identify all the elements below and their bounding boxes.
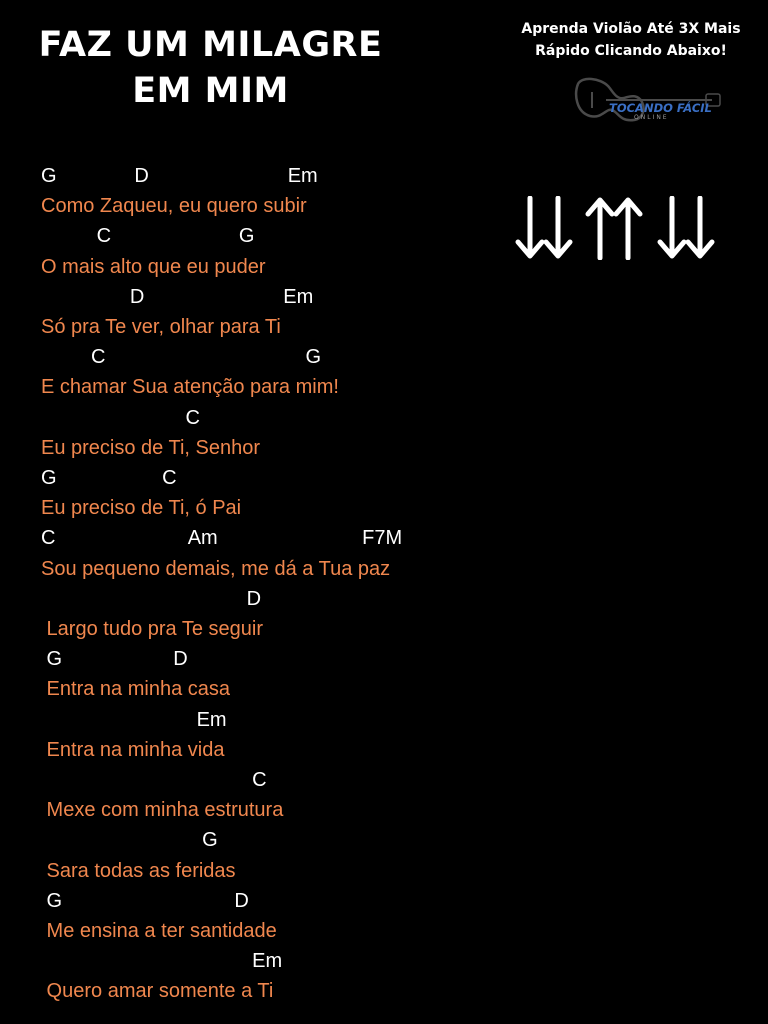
song-title-line-1: FAZ UM MILAGRE bbox=[38, 25, 383, 65]
arrow-down-icon bbox=[660, 198, 684, 256]
chord-line: C Am F7M bbox=[41, 527, 403, 550]
lyric-line: Mexe com minha estrutura bbox=[41, 799, 284, 822]
chord-line: G D bbox=[41, 648, 188, 671]
chord-line: C G bbox=[41, 346, 322, 369]
chord-line: C bbox=[41, 406, 200, 429]
chord-line: C bbox=[41, 769, 267, 791]
chord-line: G C bbox=[41, 467, 177, 489]
lyric-line: Eu preciso de Ti, ó Pai bbox=[41, 497, 242, 520]
lyric-line: Sara todas as feridas bbox=[41, 859, 236, 882]
chord-line: G bbox=[41, 829, 218, 852]
chord-line: C G bbox=[41, 225, 255, 248]
song-title bbox=[18, 22, 403, 114]
lyric-line: E chamar Sua atenção para mim! bbox=[41, 376, 339, 399]
lyric-line: Largo tudo pra Te seguir bbox=[41, 618, 264, 640]
arrow-up-icon bbox=[616, 200, 640, 258]
chord-line: Em bbox=[41, 950, 283, 973]
lyric-line: Eu preciso de Ti, Senhor bbox=[41, 436, 261, 459]
promo-line-2[interactable]: Rápido Clicando Abaixo! bbox=[535, 43, 727, 59]
logo-text: TOCANDO FÁCIL bbox=[609, 101, 712, 115]
logo-subtext: ONLINE bbox=[634, 114, 669, 121]
chord-line: G D Em bbox=[41, 165, 318, 187]
chord-line: D Em bbox=[41, 285, 314, 308]
chord-line: G D bbox=[41, 889, 249, 912]
chord-line: Em bbox=[41, 708, 227, 731]
lyric-line: O mais alto que eu puder bbox=[41, 255, 266, 278]
lyric-line: Quero amar somente a Ti bbox=[41, 980, 274, 1003]
arrow-down-icon bbox=[546, 198, 570, 256]
tocando-facil-logo[interactable] bbox=[572, 64, 722, 126]
lyric-line: Entra na minha casa bbox=[41, 678, 230, 701]
lyric-line: Só pra Te ver, olhar para Ti bbox=[41, 316, 281, 338]
lyric-line: Sou pequeno demais, me dá a Tua paz bbox=[41, 557, 391, 580]
lyric-line: Como Zaqueu, eu quero subir bbox=[41, 195, 307, 218]
song-title-line-2: EM MIM bbox=[132, 71, 289, 111]
promo-line-1[interactable]: Aprenda Violão Até 3X Mais bbox=[521, 21, 741, 37]
lyric-line: Me ensina a ter santidade bbox=[41, 920, 277, 942]
strumming-pattern bbox=[515, 196, 715, 260]
arrow-down-icon bbox=[518, 198, 542, 256]
chord-line: D bbox=[41, 587, 262, 610]
promo-banner[interactable] bbox=[500, 18, 762, 62]
arrow-up-icon bbox=[588, 200, 612, 258]
lyric-line: Entra na minha vida bbox=[41, 738, 225, 761]
arrow-down-icon bbox=[688, 198, 712, 256]
